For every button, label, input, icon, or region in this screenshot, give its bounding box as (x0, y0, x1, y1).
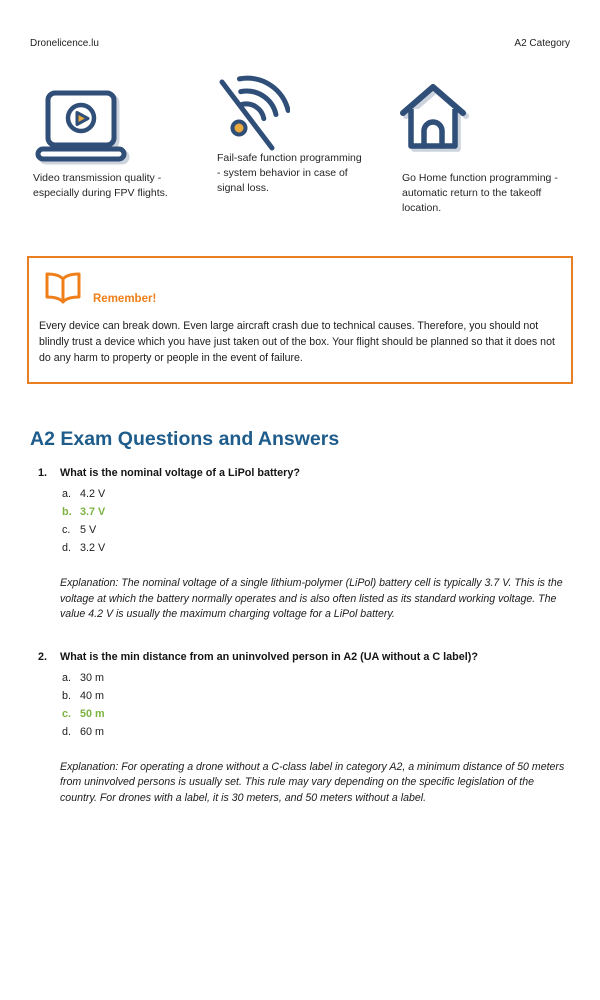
feature-caption-failsafe: Fail-safe function programming - system behavior in case of signal loss. (217, 152, 362, 194)
option-b: b. 40 m (62, 689, 105, 702)
feature-caption-gohome: Go Home function programming - automatic return to the takeoff location. (402, 172, 558, 214)
options-list (62, 669, 570, 741)
option-a: a. 4.2 V (62, 488, 106, 500)
explanation-2: Explanation: For operating a drone without a C-class label in category A2, a minimum distance of 50 meters from uninvolved persons is usually set. This rule may vary depending on the specific legislation of the country. For drones with a label, it is 30 meters, and 50 meters without a label. (60, 760, 565, 804)
options-list (62, 485, 570, 557)
question-2 (30, 649, 570, 807)
site-name: Dronelicence.lu (30, 38, 99, 49)
section-title: A2 Exam Questions and Answers (30, 428, 340, 450)
question-1 (30, 465, 570, 623)
option-d: d. 60 m (62, 725, 105, 738)
callout-header (43, 270, 156, 306)
option-b-correct: b. 3.7 V (62, 506, 106, 518)
home-icon (398, 80, 468, 158)
question-text: What is the min distance from an uninvolved person in A2 (UA without a C label)? (60, 650, 478, 663)
laptop-video-icon (34, 88, 128, 166)
question-number: 2. (38, 650, 48, 663)
open-book-icon (43, 270, 83, 306)
question-number: 1. (38, 467, 48, 479)
option-d: d. 3.2 V (62, 542, 106, 554)
category-label: A2 Category (514, 38, 570, 49)
callout-body: Every device can break down. Even large aircraft crash due to technical causes. Therefore, you should not blindly trust a device which you have just taken out of the box. Your flight should be planned so that it does not do any harm to property or people in the event of failure. (39, 320, 555, 364)
feature-caption-video: Video transmission quality - especially during FPV flights. (33, 172, 168, 199)
explanation-1: Explanation: The nominal voltage of a single lithium-polymer (LiPol) battery cell is typically 3.7 V. This is the voltage at which the battery normally operates and is also often listed as its standard working voltage. The value 4.2 V is usually the maximum charging voltage for a LiPol battery. (60, 577, 563, 620)
option-a: a. 30 m (62, 671, 105, 684)
remember-callout (27, 256, 573, 384)
option-c: c. 5 V (62, 524, 97, 536)
question-text: What is the nominal voltage of a LiPol battery? (60, 467, 300, 479)
wifi-off-icon (206, 73, 290, 159)
callout-title: Remember! (93, 293, 157, 305)
exam-section (30, 428, 570, 806)
option-c-correct: c. 50 m (62, 707, 105, 720)
